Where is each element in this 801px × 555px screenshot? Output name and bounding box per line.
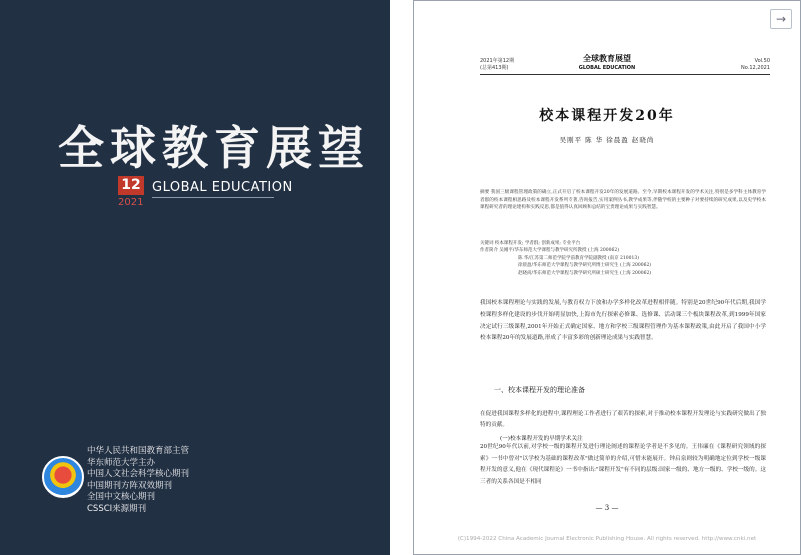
- journal-seal-icon: [42, 456, 84, 498]
- publisher-line: CSSCI来源期刊: [87, 503, 147, 514]
- header-volume-info: [741, 58, 770, 72]
- header-issue-line: 2021年第12期: [480, 58, 515, 64]
- intro-paragraph: 我国校本课程理论与实践的发展,与教育权力下放和办学多样化改革进程相伴随。特别是20世纪90年代后期,我国学校课程多样化建设的步伐开始明显加快,上海市先行探索必修课、选修课、活动课三个板块课程改革,到1999年国家决定试行三级课程,2001年开始正式确定国家、地方和学校三级课程管理作为基本课程政策,由此开启了我国中小学校本课程20年的发展道路,形成了丰富多彩的创新理论成果与实践智慧。: [480, 300, 766, 342]
- article-authors: 吴刚平 陈 华 徐晨盈 赵晓尚: [559, 136, 655, 144]
- author-info-line: 徐晨盈/华东师范大学课程与教学研究所博士研究生 (上海 200062): [518, 263, 652, 269]
- publisher-line: 全国中文核心期刊: [87, 492, 156, 502]
- issue-number-badge: 12: [118, 176, 144, 195]
- author-info-line: 赵晓尚/华东师范大学课程与教学研究所硕士研究生 (上海 200062): [518, 270, 652, 276]
- header-rule: [480, 74, 770, 75]
- publisher-line: 中国人文社会科学核心期刊: [87, 469, 190, 479]
- author-info-line: 作者简介 吴刚平/华东师范大学课程与教学研究所教授 (上海 200062): [480, 248, 619, 254]
- cover-english-title: GLOBAL EDUCATION: [152, 180, 293, 195]
- header-total-issue-line: (总第413期): [480, 65, 509, 71]
- cover-title: 全球教育展望: [58, 121, 370, 175]
- cover-divider: [152, 197, 274, 198]
- subsection-paragraph: 20世纪90年代以前,对学校一级的课程开发进行理论阐述的课程论学者是不多见的。王伟廉在《课程研究领域的探索》一书中曾对"以学校为基础的课程改革"做过简单的介绍,可惜未能展开。钟启泉则较为明确地定位到学校一级课程开发的意义,他在《现代课程论》一书中指出:"课程开发"有不同的层级:国家一级的、地方一级的、学校一级的。这三者的关系各国是不相同: [480, 444, 766, 485]
- cover-year: 2021: [118, 197, 144, 208]
- article-meta: [480, 240, 766, 277]
- publisher-line: 华东师范大学主办: [87, 457, 156, 468]
- journal-cover: [0, 0, 390, 555]
- article-page[interactable]: [413, 0, 801, 555]
- exit-fullscreen-icon[interactable]: →: [770, 9, 792, 29]
- publisher-line: 中国期刊方阵双效期刊: [87, 480, 173, 491]
- article-title: 校本课程开发20年: [539, 108, 675, 124]
- copyright-footer: (C)1994-2022 China Academic Journal Electronic Publishing House. All rights reserved. http://www.cnki.net: [457, 536, 757, 542]
- author-info-line: 陈 华/江苏第二师范学院学前教育学院副教授 (南京 210013): [518, 255, 639, 261]
- article-abstract: 摘要 我国三级课程管理政策的确立,正式开启了校本课程开发20年的发展道路。至今,早期校本课程开发的学术关注,特别是多学科主体教育学者群的校本课程相思路及校本课程开发系列专著,咨询报告,实用案例丛书,教学成果等,伴随学校的主要种子对要持续的研究成果,以及史学校本课程研究者的理论建构和实践反思,都是值得认真回顾和总结的宝贵理论成果与实践智慧。: [480, 190, 766, 211]
- publisher-line: 中华人民共和国教育部主管: [87, 446, 190, 456]
- keywords-line: 关键词 校本课程开发; 学者群; 创新成果; 专业平台: [480, 241, 581, 246]
- section-heading: 一、校本课程开发的理论准备: [494, 386, 585, 394]
- header-journal-english: GLOBAL EDUCATION: [578, 65, 636, 71]
- publisher-list: [87, 446, 189, 515]
- page-number: — 3 —: [595, 504, 619, 512]
- header-number-line: No.12,2021: [741, 65, 770, 71]
- header-journal-title: 全球教育展望: [583, 53, 631, 63]
- header-volume-line: Vol.50: [754, 58, 770, 64]
- subsection-heading: (一)校本课程开发的早期学术关注: [500, 436, 583, 442]
- section-paragraph: 在促进我国课程多样化的进程中,课程理论工作者进行了艰苦的探索,对于推动校本课程开发理论与实践研究做出了独特的贡献。: [480, 411, 766, 428]
